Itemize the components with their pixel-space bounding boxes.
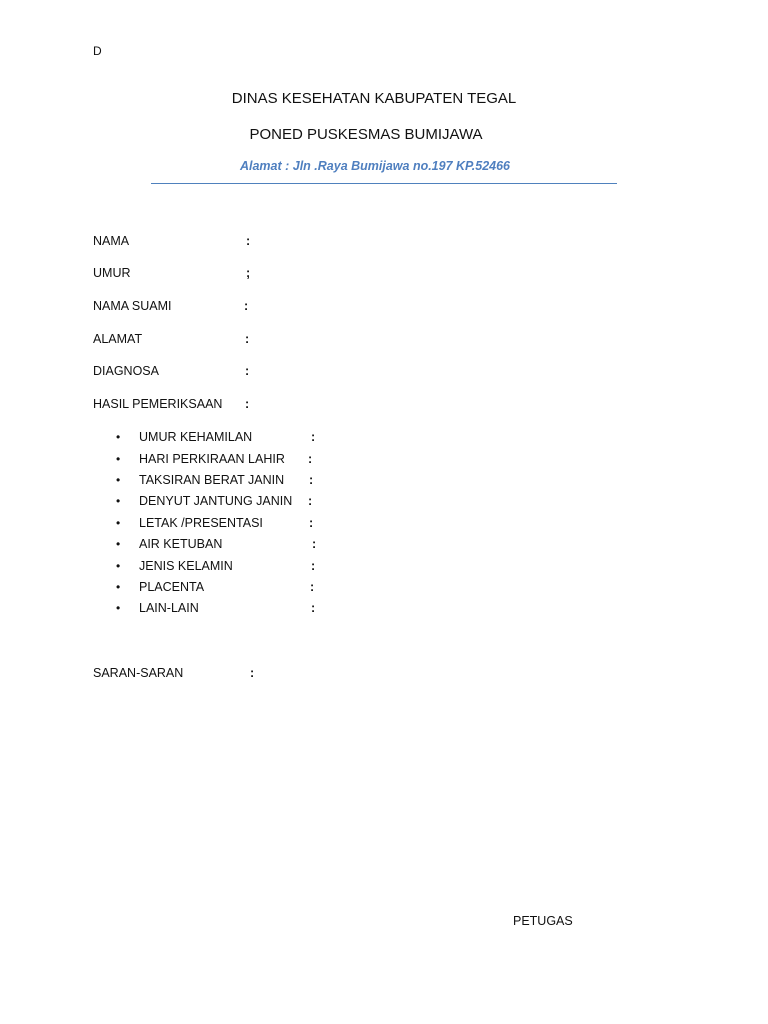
exam-item-separator: : bbox=[309, 473, 314, 487]
bullet-icon: • bbox=[116, 516, 121, 530]
field-separator: ; bbox=[246, 266, 251, 280]
field-label-nama: NAMA bbox=[93, 234, 130, 248]
agency-title: DINAS KESEHATAN KABUPATEN TEGAL bbox=[231, 90, 517, 107]
bullet-icon: • bbox=[116, 601, 121, 615]
bullet-icon: • bbox=[116, 559, 121, 573]
exam-item-separator: : bbox=[312, 537, 317, 551]
exam-item-letak-presentasi: LETAK /PRESENTASI bbox=[139, 516, 263, 530]
field-label-umur: UMUR bbox=[93, 266, 131, 280]
exam-item-separator: : bbox=[310, 580, 315, 594]
exam-item-umur-kehamilan: UMUR KEHAMILAN bbox=[139, 430, 253, 444]
field-label-nama-suami: NAMA SUAMI bbox=[93, 299, 172, 313]
field-label-saran-saran: SARAN-SARAN bbox=[93, 666, 184, 680]
field-separator: : bbox=[245, 364, 250, 378]
bullet-icon: • bbox=[116, 452, 121, 466]
corner-mark: D bbox=[93, 44, 102, 58]
facility-address: Alamat : Jln .Raya Bumijawa no.197 KP.52466 bbox=[239, 159, 511, 173]
field-label-alamat: ALAMAT bbox=[93, 332, 143, 346]
exam-item-jenis-kelamin: JENIS KELAMIN bbox=[139, 559, 233, 573]
bullet-icon: • bbox=[116, 430, 121, 444]
exam-item-denyut-jantung-janin: DENYUT JANTUNG JANIN bbox=[139, 494, 293, 508]
field-label-diagnosa: DIAGNOSA bbox=[93, 364, 159, 378]
exam-item-separator: : bbox=[311, 430, 316, 444]
field-separator: : bbox=[245, 397, 250, 411]
exam-item-air-ketuban: AIR KETUBAN bbox=[139, 537, 223, 551]
exam-item-separator: : bbox=[308, 494, 313, 508]
field-separator: : bbox=[244, 299, 249, 313]
exam-item-lain-lain: LAIN-LAIN bbox=[139, 601, 199, 615]
bullet-icon: • bbox=[116, 494, 121, 508]
bullet-icon: • bbox=[116, 537, 121, 551]
bullet-icon: • bbox=[116, 473, 121, 487]
facility-title: PONED PUSKESMAS BUMIJAWA bbox=[249, 126, 483, 143]
bullet-icon: • bbox=[116, 580, 121, 594]
field-separator: : bbox=[246, 234, 251, 248]
field-separator: : bbox=[250, 666, 255, 680]
exam-item-placenta: PLACENTA bbox=[139, 580, 205, 594]
field-separator: : bbox=[245, 332, 250, 346]
officer-label: PETUGAS bbox=[513, 914, 573, 928]
exam-item-separator: : bbox=[311, 559, 316, 573]
exam-item-separator: : bbox=[311, 601, 316, 615]
exam-item-taksiran-berat-janin: TAKSIRAN BERAT JANIN bbox=[139, 473, 285, 487]
exam-item-separator: : bbox=[308, 452, 313, 466]
exam-item-separator: : bbox=[309, 516, 314, 530]
header-divider bbox=[151, 183, 617, 184]
field-label-hasil-pemeriksaan: HASIL PEMERIKSAAN bbox=[93, 397, 223, 411]
exam-item-hari-perkiraan-lahir: HARI PERKIRAAN LAHIR bbox=[139, 452, 285, 466]
